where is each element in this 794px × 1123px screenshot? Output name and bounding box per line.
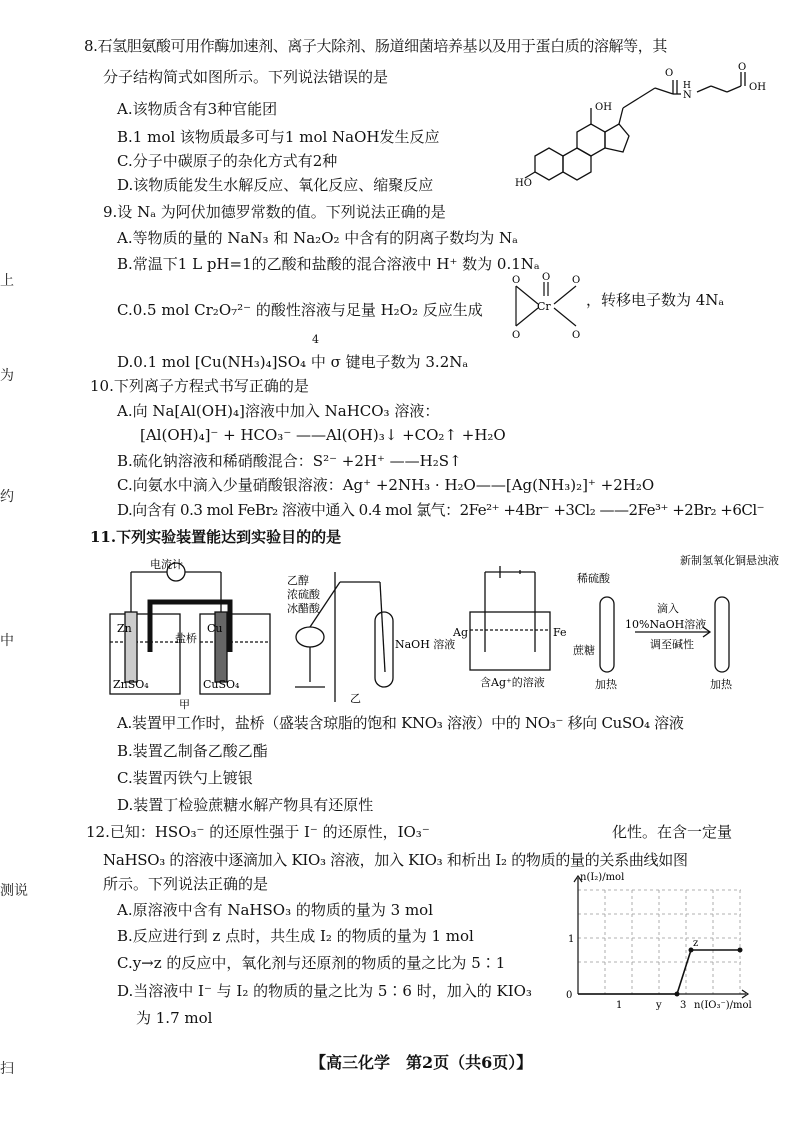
bing-ag-label: Ag <box>453 626 468 639</box>
margin-char-4: 中 <box>0 633 14 649</box>
jia-ammeter-label: 电流计 <box>150 558 183 571</box>
ding-adjust-label: 调至碱性 <box>650 638 694 651</box>
jia-figure-label: 甲 <box>179 698 190 711</box>
cr-o1: O <box>512 275 521 286</box>
struct-n: N <box>683 90 692 101</box>
iodine-graph <box>556 868 784 1012</box>
q6-stem: 10.下列离子方程式书写正确的是 <box>90 377 309 395</box>
margin-char-3: 约 <box>0 489 14 505</box>
ding-naoh-label: 10%NaOH溶液 <box>625 618 707 631</box>
struct-ho: HO <box>515 178 532 189</box>
cr-o5: O <box>572 330 581 341</box>
struct-h: H <box>683 81 691 91</box>
cr-o3: O <box>572 275 581 286</box>
q5-option-c-subscript: 4 <box>312 333 319 346</box>
graph-point-z: z <box>693 938 699 949</box>
jia-znso4-label: ZnSO₄ <box>113 678 149 691</box>
q8-option-b: B.反应进行到 z 点时，共生成 I₂ 的物质的量为 1 mol <box>117 927 474 945</box>
jia-cu-label: Cu <box>207 622 223 635</box>
struct-oh: OH <box>749 82 766 93</box>
ding-heat-label: 加热 <box>595 678 617 691</box>
q4-stem-line1: 8.石氢胆氨酸可用作酶加速剂、离子大除剂、肠道细菌培养基以及用于蛋白质的溶解等，其 <box>84 37 667 55</box>
graph-origin-label: 0 <box>566 990 573 1001</box>
cr-symbol: Cr <box>537 300 551 313</box>
bing-fe-label: Fe <box>553 626 567 639</box>
q5-option-c-post: ，转移电子数为 4Nₐ <box>586 291 725 309</box>
q5-option-c-pre: C.0.5 mol Cr₂O₇²⁻ 的酸性溶液与足量 H₂O₂ 反应生成 <box>117 301 483 319</box>
margin-char-6: 测说 <box>0 883 28 899</box>
q8-option-c: C.y→z 的反应中，氧化剂与还原剂的物质的量之比为 5∶1 <box>117 954 506 972</box>
q5-stem: 9.设 Nₐ 为阿伏加德罗常数的值。下列说法正确的是 <box>103 203 446 221</box>
q4-option-b: B.1 mol 该物质最多可与1 mol NaOH发生反应 <box>117 128 440 146</box>
jia-zn-label: Zn <box>117 622 132 635</box>
yi-reagent-2: 浓硫酸 <box>287 588 320 601</box>
graph-x-tick-3: 3 <box>680 1000 687 1011</box>
cro5-structure <box>506 272 586 340</box>
apparatus-figures <box>95 552 779 712</box>
q6-option-c: C.向氨水中滴入少量硝酸银溶液：Ag⁺ +2NH₃ · H₂O——[Ag(NH₃)₂]⁺ +2H₂O <box>117 476 655 494</box>
struct-o2: O <box>738 62 747 73</box>
margin-char-7: 扫 <box>0 1061 14 1077</box>
q5-option-d: D.0.1 mol [Cu(NH₃)₄]SO₄ 中 σ 键电子数为 3.2Nₐ <box>117 353 469 371</box>
graph-y-tick-label: 1 <box>568 934 575 945</box>
q7-option-d: D.装置丁检验蔗糖水解产物具有还原性 <box>117 796 374 814</box>
graph-y-axis-label: n(I₂)/mol <box>580 872 625 883</box>
yi-figure-label: 乙 <box>350 692 361 705</box>
q8-stem-line2: NaHSO₃ 的溶液中逐滴加入 KIO₃ 溶液，加入 KIO₃ 和析出 I₂ 的物质的量的关系曲线如图 <box>103 851 688 869</box>
q4-option-a: A.该物质含有3种官能团 <box>117 100 278 118</box>
graph-x-tick-1: 1 <box>616 1000 623 1011</box>
q6-option-a-line2: [Al(OH)₄]⁻ + HCO₃⁻ ——Al(OH)₃↓ +CO₂↑ +H₂O <box>140 426 506 444</box>
graph-x-tick-y: y <box>656 1000 662 1011</box>
cr-o4: O <box>512 330 521 341</box>
jia-bridge-label: 盐桥 <box>175 632 197 645</box>
struct-oh-2: OH <box>595 102 612 113</box>
q5-option-b: B.常温下1 L pH=1的乙酸和盐酸的混合溶液中 H⁺ 数为 0.1Nₐ <box>117 255 540 273</box>
q8-stem-line1b: 化性。在含一定量 <box>612 823 733 841</box>
yi-reagent-1: 乙醇 <box>287 574 309 587</box>
q6-option-a-line1: A.向 Na[Al(OH)₄]溶液中加入 NaHCO₃ 溶液： <box>117 402 440 420</box>
page-footer: 【高三化学 第2页（共6页）】 <box>310 1053 533 1072</box>
q7-option-c: C.装置丙铁勺上镀银 <box>117 769 253 787</box>
q7-stem: 11.下列实验装置能达到实验目的的是 <box>90 528 342 546</box>
ding-cuoh-label: 新制氢氧化铜悬浊液 <box>680 554 779 567</box>
bing-solution-label: 含Ag⁺的溶液 <box>480 676 545 689</box>
margin-char-1: 上 <box>0 273 14 289</box>
ding-drop-label: 滴入 <box>657 602 679 615</box>
cr-o2: O <box>542 272 551 283</box>
q8-stem-line3: 所示。下列说法正确的是 <box>103 875 269 893</box>
q6-option-d: D.向含有 0.3 mol FeBr₂ 溶液中通入 0.4 mol 氯气：2Fe²⁺ +4Br⁻ +3Cl₂ ——2Fe³⁺ +2Br₂ +6Cl⁻ <box>117 501 765 519</box>
q4-option-d: D.该物质能发生水解反应、氧化反应、缩聚反应 <box>117 176 434 194</box>
q8-option-d-line2: 为 1.7 mol <box>136 1009 213 1027</box>
struct-o1: O <box>665 68 674 79</box>
q8-option-a: A.原溶液中含有 NaHSO₃ 的物质的量为 3 mol <box>117 901 434 919</box>
yi-naoh-label: NaOH 溶液 <box>395 638 456 651</box>
q7-option-b: B.装置乙制备乙酸乙酯 <box>117 742 268 760</box>
q8-option-d-line1: D.当溶液中 I⁻ 与 I₂ 的物质的量之比为 5∶6 时，加入的 KIO₃ <box>117 982 532 1000</box>
q4-option-c: C.分子中碳原子的杂化方式有2种 <box>117 152 338 170</box>
steroid-structure-figure <box>515 58 780 188</box>
ding-sucrose-label: 蔗糖 <box>573 644 595 657</box>
graph-x-axis-label: n(IO₃⁻)/mol <box>694 1000 752 1011</box>
q8-stem-line1a: 12.已知：HSO₃⁻ 的还原性强于 I⁻ 的还原性，IO₃⁻ <box>86 823 430 841</box>
ding-h2so4-label: 稀硫酸 <box>577 572 610 585</box>
margin-char-2: 为 <box>0 368 14 384</box>
ding-heat2-label: 加热 <box>710 678 732 691</box>
q6-option-b: B.硫化钠溶液和稀硝酸混合：S²⁻ +2H⁺ ——H₂S↑ <box>117 452 462 470</box>
q7-option-a: A.装置甲工作时，盐桥（盛装含琼脂的饱和 KNO₃ 溶液）中的 NO₃⁻ 移向 CuSO₄ 溶液 <box>117 714 684 732</box>
yi-reagent-3: 冰醋酸 <box>287 602 320 615</box>
jia-cuso4-label: CuSO₄ <box>203 678 240 691</box>
q5-option-a: A.等物质的量的 NaN₃ 和 Na₂O₂ 中含有的阴离子数均为 Nₐ <box>117 229 518 247</box>
q4-stem-line2: 分子结构简式如图所示。下列说法错误的是 <box>103 68 389 86</box>
